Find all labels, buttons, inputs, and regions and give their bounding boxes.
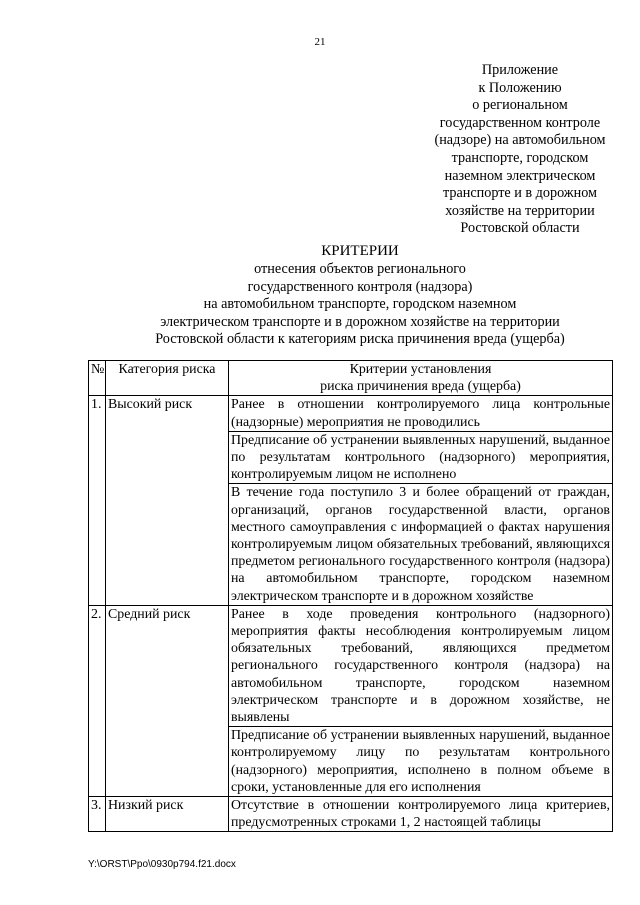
document-title: КРИТЕРИИ	[321, 243, 399, 259]
annex-line: государственном контроле	[439, 114, 601, 131]
annex-line: Приложение	[481, 62, 559, 78]
footer-file-path: Y:\ORST\Ppo\0930p794.f21.docx	[88, 859, 236, 870]
document-subtitle-line: отнесения объектов регионального	[254, 261, 466, 278]
risk-criterion: Ранее в ходе проведения контрольного (надзорного) мероприятия факты несоблюдения контролируемым лицом обязательных требований, являющихся предметом регионального государственного контроля (надзора) на автомобильном транспорте, городском наземном электрическом транспорте и в дорожном хозяйстве, не выявлены	[229, 605, 613, 726]
table-row	[89, 605, 613, 726]
risk-criterion: Предписание об устранении выявленных нарушений, выданное контролируемому лицу по результатам контрольного (надзорного) мероприятия, исполнено в полном объеме в сроки, установленные для его исполнения	[229, 727, 613, 797]
row-number: 3.	[89, 797, 106, 832]
risk-criterion: В течение года поступило 3 и более обращений от граждан, организаций, органов государственной власти, органов местного самоуправления с информацией о фактах нарушения контролируемым лицом обязательных требований, являющихся предметом регионального государственного контроля (надзора) на автомобильном транспорте, городском наземном электрическом транспорте и в дорожном хозяйстве	[229, 484, 613, 605]
risk-category: Средний риск	[106, 605, 229, 796]
risk-category: Низкий риск	[106, 797, 229, 832]
header-criteria-line: Критерии установления	[349, 362, 492, 377]
document-subtitle-line: Ростовской области к категориям риска причинения вреда (ущерба)	[155, 331, 565, 348]
annex-line: транспорте и в дорожном	[442, 185, 598, 202]
annex-line: наземном электрическом	[444, 167, 596, 184]
header-number: №	[89, 361, 106, 396]
annex-line: к Положению	[478, 79, 562, 96]
document-heading	[60, 243, 640, 348]
header-category: Категория риска	[106, 361, 229, 396]
table-row	[89, 797, 613, 832]
annex-line: хозяйстве на территории	[445, 202, 595, 219]
annex-line: о региональном	[472, 97, 568, 114]
document-subtitle-line: государственного контроля (надзора)	[247, 278, 473, 295]
row-number: 1.	[89, 396, 106, 605]
risk-criterion: Отсутствие в отношении контролируемого лица критериев, предусмотренных строками 1, 2 настоящей таблицы	[229, 797, 613, 832]
table-header-row	[89, 361, 613, 396]
annex-line: (надзоре) на автомобильном	[434, 132, 606, 149]
row-number: 2.	[89, 605, 106, 796]
table-row	[89, 396, 613, 431]
document-subtitle-line: электрическом транспорте и в дорожном хозяйстве на территории	[160, 313, 560, 330]
risk-criterion: Предписание об устранении выявленных нарушений, выданное по результатам контрольного (надзорного) мероприятия, контролируемым лицом не исполнено	[229, 431, 613, 484]
annex-line: Ростовской области	[460, 220, 580, 237]
risk-category: Высокий риск	[106, 396, 229, 605]
page-number: 21	[314, 36, 326, 48]
criteria-table	[88, 360, 613, 832]
annex-line: транспорте, городском	[451, 149, 589, 166]
header-criteria-line: риска причинения вреда (ущерба)	[320, 379, 521, 395]
risk-criterion: Ранее в отношении контролируемого лица контрольные (надзорные) мероприятия не проводились	[229, 396, 613, 431]
annex-block	[410, 62, 630, 238]
header-criteria	[229, 361, 613, 396]
document-subtitle-line: на автомобильном транспорте, городском наземном	[203, 296, 517, 313]
